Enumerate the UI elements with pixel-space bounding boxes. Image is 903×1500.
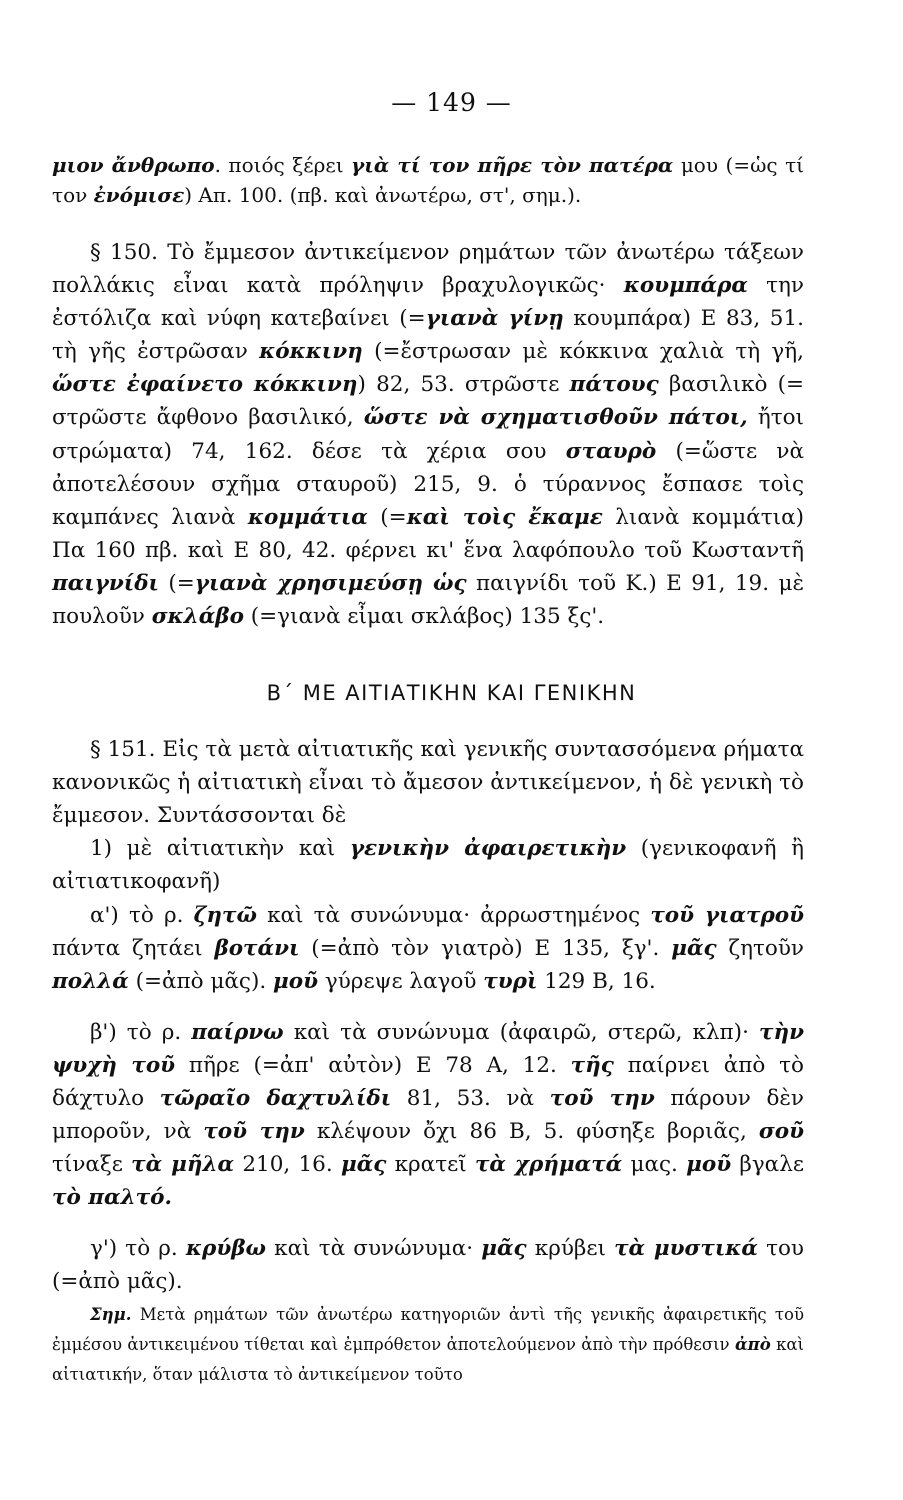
emphasized-term: ὥστε ἐφαίνετο κόκκινη — [52, 372, 358, 398]
text-run: 210, 16. — [234, 1152, 341, 1178]
text-run: (= — [158, 570, 195, 596]
emphasized-term: τυρὶ — [483, 969, 538, 995]
emphasized-term: παιγνίδι — [52, 570, 159, 596]
item-a-text — [52, 899, 804, 998]
text-run: . ποιός ξέρει — [214, 153, 352, 177]
text-run: ) Απ. 100. (πβ. καὶ ἀνωτέρω, στ', σημ.). — [184, 183, 582, 207]
text-run: καὶ τὰ συνώνυμα (ἀφαιρῶ, στερῶ, κλπ)· — [283, 1020, 759, 1045]
emphasized-term: κρύβω — [185, 1236, 267, 1261]
section-151-text — [52, 733, 804, 832]
emphasized-term: μιον ἄνθρωπο — [52, 153, 215, 177]
text-run: 81, 53. νὰ — [391, 1086, 550, 1112]
text-run: την ἐστόλιζα καὶ νύφη κατεβαίνει (= — [52, 273, 804, 332]
intro-paragraph — [52, 150, 804, 210]
section-151 — [52, 733, 804, 832]
section-heading: Β΄ ΜΕ ΑΙΤΙΑΤΙΚΗΝ ΚΑΙ ΓΕΝΙΚΗΝ — [266, 681, 637, 705]
text-run: (= — [367, 504, 407, 530]
text-run: α') τὸ ρ. — [90, 903, 194, 928]
emphasized-term: τὴν ψυχὴ τοῦ — [52, 1020, 804, 1079]
text-run: κουμπάρα) Ε 83, 51. τὴ γῆς ἐστρῶσαν — [52, 306, 804, 365]
text-run: β') τὸ ρ. — [90, 1020, 192, 1045]
emphasized-term: ἀπὸ — [734, 1335, 771, 1354]
text-run: (=γιανὰ εἶμαι σκλάβος) 135 ξς'. — [243, 604, 605, 630]
emphasized-term: παίρνω — [191, 1020, 284, 1045]
text-run: βασιλικὸ (= στρῶστε ἄφθονο βασιλικό, — [52, 372, 805, 431]
text-run: πῆρε (=ἀπ' αὐτὸν) Ε 78 Α, 12. — [175, 1053, 571, 1079]
text-run: καὶ τὰ συνώνυμα· — [266, 1236, 482, 1261]
emphasized-term: πολλά — [52, 969, 129, 995]
text-run: του (=ἀπὸ μᾶς). — [52, 1236, 804, 1295]
footnote — [52, 1300, 804, 1390]
emphasized-term: μοῦ — [273, 969, 319, 995]
emphasized-term: τὰ μυστικά — [614, 1236, 758, 1261]
text-run: γ') τὸ ρ. — [90, 1236, 186, 1261]
emphasized-term: κόκκινη — [259, 339, 363, 365]
text-run: παιγνίδι τοῦ Κ.) Ε 91, 19. μὲ πουλοῦν — [52, 570, 804, 630]
emphasized-term: γιανὰ γίνῃ — [425, 306, 564, 332]
text-run: κρύβει — [526, 1236, 615, 1261]
text-run: πάντα ζητάει — [52, 936, 215, 962]
emphasized-term: σοῦ — [758, 1119, 804, 1145]
text-run: καὶ αἰτιατικήν, ὅταν μάλιστα τὸ ἀντικείμενον τοῦτο — [52, 1335, 804, 1384]
emphasized-term: σκλάβο — [151, 604, 244, 630]
text-run: γύρεψε λαγοῦ — [318, 969, 484, 995]
emphasized-term: μᾶς — [340, 1152, 387, 1178]
text-run: Μετὰ ρημάτων τῶν ἀνωτέρω κατηγοριῶν ἀντὶ τῆς γενικῆς ἀφαιρετικῆς τοῦ ἐμμέσου ἀντικειμένου τίθεται καὶ ἐμπρόθετον ἀποτελούμενον ἀπὸ τὴν πρόθεσιν — [52, 1305, 804, 1354]
item-c-text — [52, 1232, 804, 1298]
text-run: (=ἀπὸ μᾶς). — [128, 969, 274, 995]
item-c — [52, 1232, 804, 1298]
text-run: ζητοῦν — [716, 936, 804, 962]
text-run: (=ὥστε νὰ ἀποτελέσουν σχῆμα σταυροῦ) 215, 9. ὁ τύραννος ἔσπασε τοὶς καμπάνες λιανὰ — [52, 438, 804, 530]
emphasized-term: καὶ τοὶς ἔκαμε — [406, 504, 603, 530]
emphasized-term: τῶραῖο δαχτυλίδι — [159, 1086, 392, 1112]
text-run: 129 Β, 16. — [537, 969, 656, 995]
text-run: ) 82, 53. στρῶστε — [357, 372, 570, 398]
text-run: 1) μὲ αἰτιατικὴν καὶ — [90, 836, 350, 861]
emphasized-term: γιανὰ χρησιμεύσῃ ὡς — [194, 570, 467, 596]
text-run: μου (=ὡς τί τον — [52, 153, 804, 207]
emphasized-term: πάτους — [569, 372, 659, 398]
emphasized-term: μᾶς — [481, 1236, 527, 1261]
emphasized-term: τὰ μῆλα — [131, 1152, 235, 1178]
text-run: τίναξε — [52, 1152, 132, 1178]
emphasized-term: τὰ χρήματά — [474, 1152, 623, 1178]
item-b-text — [52, 1016, 804, 1215]
item-1 — [52, 832, 804, 898]
text-run: κλέψουν ὄχι 86 Β, 5. φύσηξε βοριᾶς, — [304, 1119, 759, 1145]
text-run: (=ἔστρωσαν μὲ κόκκινα χαλιὰ τὴ γῆ, — [362, 339, 804, 365]
emphasized-term: ζητῶ — [193, 903, 257, 928]
text-run: (γενικοφανῆ ἢ αἰτιατικοφανῆ) — [52, 836, 804, 895]
text-run: πάρουν δὲν μποροῦν, νὰ — [52, 1086, 805, 1145]
text-run: (=ἀπὸ τὸν γιατρὸ) Ε 135, ξγ'. — [299, 936, 672, 962]
item-b — [52, 1016, 804, 1215]
text-run: παίρνει ἀπὸ τὸ δάχτυλο — [52, 1053, 804, 1112]
text-run: κρατεῖ — [386, 1152, 475, 1178]
emphasized-term: τοῦ την — [203, 1119, 305, 1145]
item-a — [52, 899, 804, 998]
text-run: βγαλε — [731, 1152, 804, 1178]
text-run: λιανὰ κομμάτια) Πα 160 πβ. καὶ Ε 80, 42. φέρνει κι' ἕνα λαφόπουλο τοῦ Κωσταντῆ — [52, 504, 804, 563]
emphasized-term: γενικὴν ἀφαιρετικὴν — [349, 836, 627, 861]
footnote-text — [52, 1300, 804, 1390]
emphasized-term: ἐνόμισε — [93, 183, 185, 207]
text-run: § 151. Εἰς τὰ μετὰ αἰτιατικῆς καὶ γενικῆς συντασσόμενα ρήματα κανονικῶς ἡ αἰτιατικὴ εἶναι τὸ ἄμεσον ἀντικείμενον, ἡ δὲ γενικὴ τὸ ἔμμεσον. Συντάσσονται δὲ — [52, 737, 804, 829]
emphasized-term: κουμπάρα — [623, 273, 748, 299]
emphasized-term: Σημ. — [90, 1305, 132, 1324]
emphasized-term: τοῦ γιατροῦ — [650, 903, 805, 928]
emphasized-term: βοτάνι — [214, 936, 300, 962]
emphasized-term: ὥστε νὰ σχηματισθοῦν πάτοι, — [363, 405, 748, 431]
emphasized-term: μοῦ — [686, 1152, 732, 1178]
text-run: § 150. Τὸ ἔμμεσον ἀντικείμενον ρημάτων τῶν ἀνωτέρω τάξεων πολλάκις εἶναι κατὰ πρόληψιν βραχυλογικῶς· — [52, 240, 804, 299]
emphasized-term: μᾶς — [671, 936, 717, 962]
section-150 — [52, 236, 804, 633]
emphasized-term: τοῦ την — [549, 1086, 655, 1112]
emphasized-term: κομμάτια — [247, 504, 368, 530]
intro-text — [52, 150, 804, 210]
text-run: καὶ τὰ συνώνυμα· ἀρρωστημένος — [256, 903, 651, 928]
page-number: — 149 — — [391, 88, 512, 117]
emphasized-term: τὸ παλτό. — [52, 1185, 172, 1211]
section-150-text — [52, 236, 804, 633]
text-run: μας. — [622, 1152, 687, 1178]
emphasized-term: σταυρὸ — [565, 438, 657, 464]
text-run: ἤτοι στρώματα) 74, 162. δέσε τὰ χέρια σου — [52, 405, 804, 464]
emphasized-term: γιὰ τί τον πῆρε τὸν πατέρα — [351, 153, 674, 177]
emphasized-term: τῆς — [570, 1053, 614, 1079]
item-1-text — [52, 832, 804, 898]
